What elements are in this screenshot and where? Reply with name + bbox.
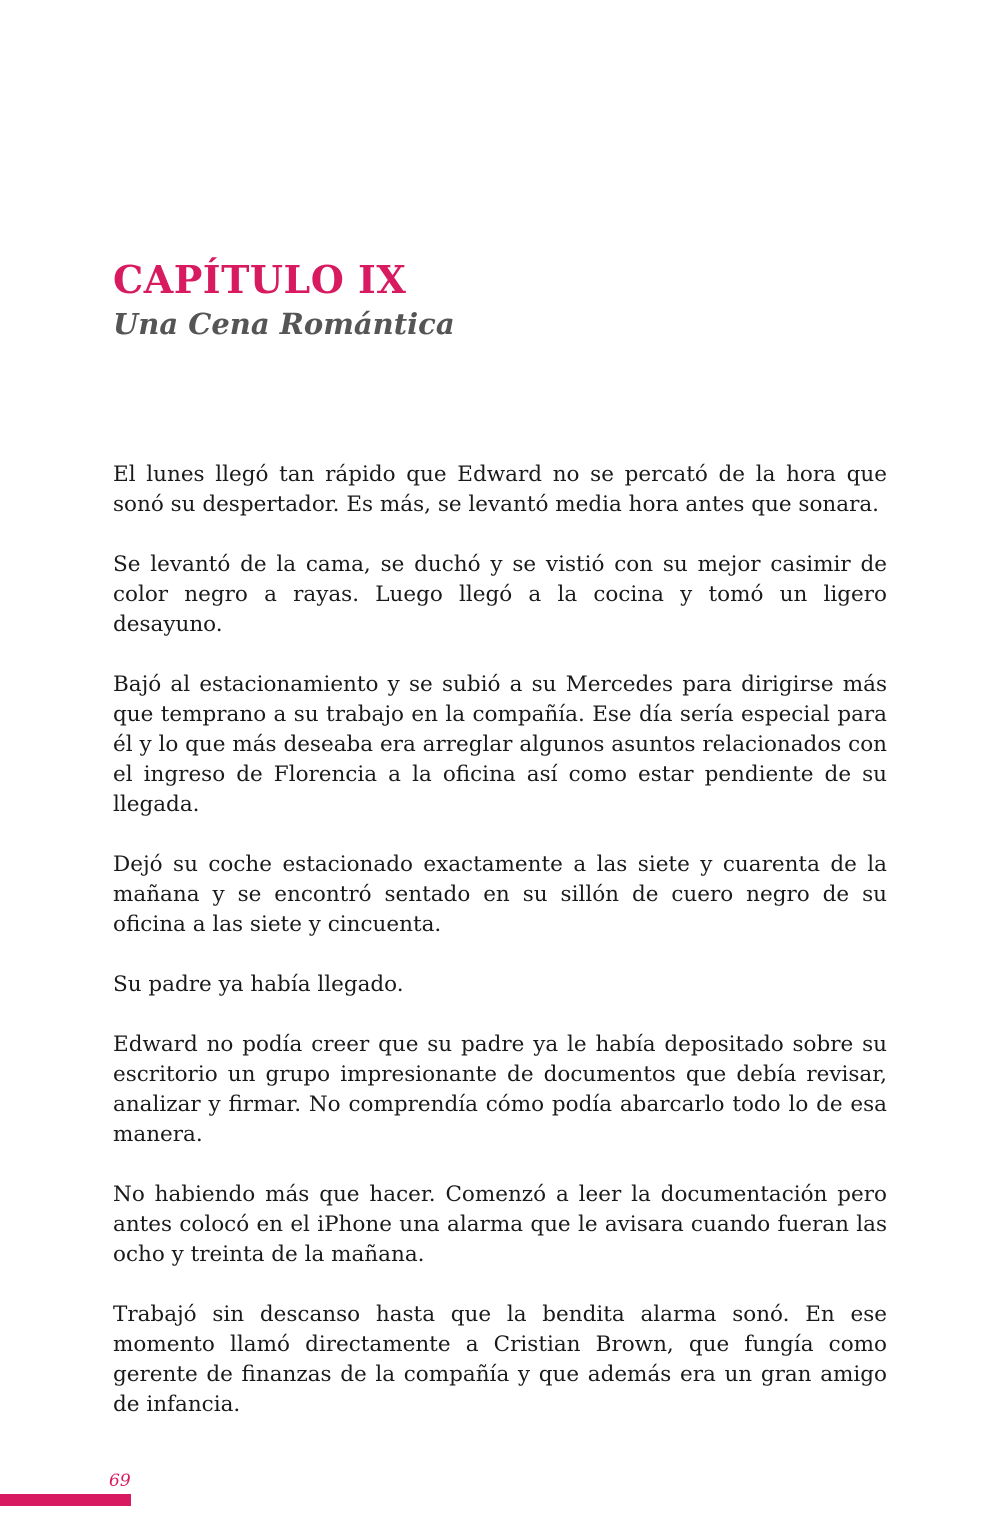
page-accent-bar xyxy=(0,1494,131,1506)
page-number: 69 xyxy=(109,1471,131,1491)
paragraph: No habiendo más que hacer. Comenzó a leer la documentación pero antes colocó en el iPhone una alarma que le avisara cuando fueran las ocho y treinta de la mañana. xyxy=(113,1182,887,1267)
paragraph: Su padre ya había llegado. xyxy=(113,972,404,997)
paragraph: Bajó al estacionamiento y se subió a su Mercedes para dirigirse más que temprano a su trabajo en la compañía. Ese día sería especial para él y lo que más deseaba era arreglar algunos asuntos relacionados con el ingreso de Florencia a la oficina así como estar pendiente de su llegada. xyxy=(113,672,887,817)
paragraph: El lunes llegó tan rápido que Edward no se percató de la hora que sonó su despertador. Es más, se levantó media hora antes que sonara. xyxy=(113,462,887,517)
paragraph: Trabajó sin descanso hasta que la bendita alarma sonó. En ese momento llamó directamente a Cristian Brown, que fungía como gerente de finanzas de la compañía y que además era un gran amigo de infancia. xyxy=(113,1302,887,1417)
paragraph: Edward no podía creer que su padre ya le había depositado sobre su escritorio un grupo impresionante de documentos que debía revisar, analizar y firmar. No comprendía cómo podía abarcarlo todo lo de esa manera. xyxy=(113,1032,887,1147)
paragraph: Se levantó de la cama, se duchó y se vistió con su mejor casimir de color negro a rayas. Luego llegó a la cocina y tomó un ligero desayuno. xyxy=(113,552,887,637)
paragraph: Dejó su coche estacionado exactamente a las siete y cuarenta de la mañana y se encontró sentado en su sillón de cuero negro de su oficina a las siete y cincuenta. xyxy=(113,852,887,937)
chapter-header xyxy=(113,258,893,342)
chapter-title: CAPÍTULO IX xyxy=(113,257,407,302)
chapter-subtitle: Una Cena Romántica xyxy=(113,307,455,341)
chapter-body xyxy=(113,460,887,1450)
